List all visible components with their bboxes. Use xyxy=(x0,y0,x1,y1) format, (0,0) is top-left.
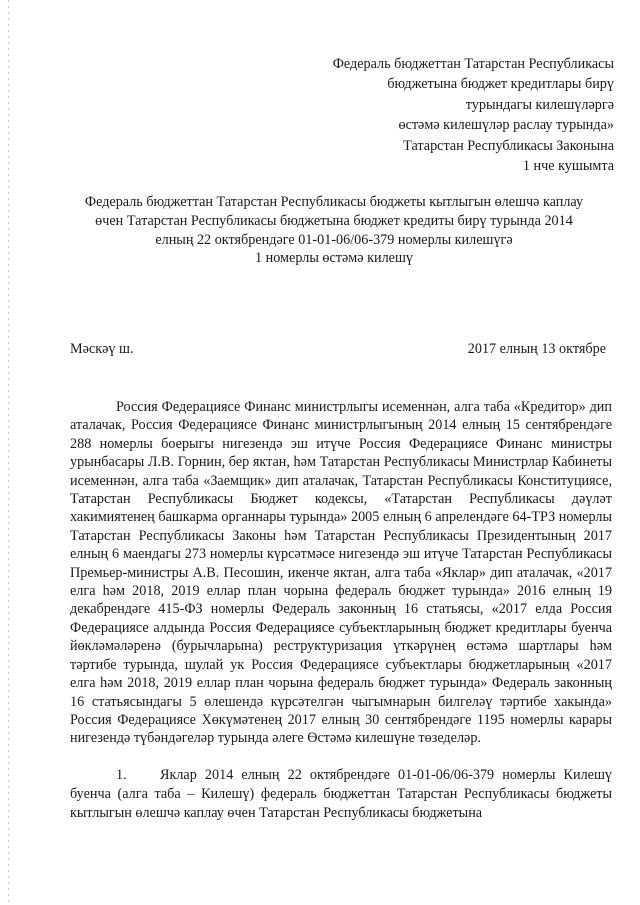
title-line: Федераль бюджеттан Татарстан Республикасы бюджеты кытлыгын өлешчә каплау xyxy=(84,194,584,210)
preamble-paragraph: Россия Федерациясе Финанс министрлыгы исеменнән, алга таба «Кредитор» дип аталачак, Россия Федерациясе Финанс министрлыгының 2014 елның 15 сентябрендәге 288 номерлы боерыгы нигезендә эш итүче Россия Федерациясе Финанс министры урынбасары Л.В. Горнин, бер яктан, һәм Татарстан Республикасы Министрлар Кабинеты исеменнән, алга таба «Заемщик» дип аталачак, Татарстан Республикасы Конституциясе, Татарстан Республикасы Бюджет кодексы, «Татарстан Республикасы дәүләт хакимиятенең башкарма органнары турында» 2005 елның 6 апрелендәге 64-ТРЗ номерлы Татарстан Республикасы Законы һәм Татарстан Республикасы Президентының 2017 елның 6 маендагы 273 номерлы күрсәтмәсе нигезендә эш итүче Татарстан Республикасы Премьер-министры А.В. Песошин, икенче яктан, алга таба «Яклар» дип аталачак, «2017 елга һәм 2018, 2019 еллар план чорына федераль бюджет турында» 2016 елның 19 декабрендәге 415-ФЗ номерлы Федераль законның 16 статьясы, «2017 елда Россия Федерациясе алдында Россия Федерациясе субъектларының бюджет кредитлары буенча йөкләмәләренә (бурычларына) реструктуризация үткәрүнең өстәмә шартлары һәм тәртибе турында, шулай ук Россия Федерациясе субъектлары бюджетларының «2017 елга һәм 2018, 2019 еллар план чорына федераль бюджет турында» Федераль законның 16 статьясындагы 5 өлешендә күрсәтелгән чыгымнарын билгеләү тәртибе хакында» Россия Федерациясе Хөкүмәтенең 2017 елның 30 сентябрендәге 1195 номерлы карары нигезендә түбәндәгеләр турында әлеге Өстәмә килешүне төзеделәр. xyxy=(70,399,612,747)
date: 2017 елның 13 октябре xyxy=(467,341,606,357)
preamble xyxy=(70,398,612,748)
header-line: турындагы килешүләргә xyxy=(465,96,614,113)
title-line: 1 номерлы өстәмә килешү xyxy=(255,250,413,267)
title-line: өчен Татарстан Республикасы бюджетына бюджет кредиты бирү турында 2014 xyxy=(95,212,573,229)
place: Мәскәү ш. xyxy=(70,341,134,357)
appendix-header xyxy=(333,54,614,176)
document-title xyxy=(40,193,628,268)
header-line: Федераль бюджеттан Татарстан Республикасы xyxy=(332,56,614,72)
header-line: өстәмә килешүләр раслау турында» xyxy=(398,117,614,134)
clause-1 xyxy=(70,766,612,824)
clause-number: 1. xyxy=(116,767,127,783)
header-line: Татарстан Республикасы Законына xyxy=(403,137,614,154)
clause-text: Яклар 2014 елның 22 октябрендәге 01-01-06/06-379 номерлы Килешү буенча (алга таба – Килешү) федераль бюджеттан Татарстан Республикасы бюджеты кытлыгын өлешчә каплау өчен Татарстан Республикасы бюджетына xyxy=(70,767,612,822)
title-line: елның 22 октябрендәге 01-01-06/06-379 номерлы килешүгә xyxy=(155,231,513,248)
header-line: 1 нче кушымта xyxy=(522,158,614,175)
scan-margin-dots xyxy=(8,0,10,905)
header-line: бюджетына бюджет кредитлары бирү xyxy=(387,76,614,93)
place-date-row xyxy=(70,341,606,358)
